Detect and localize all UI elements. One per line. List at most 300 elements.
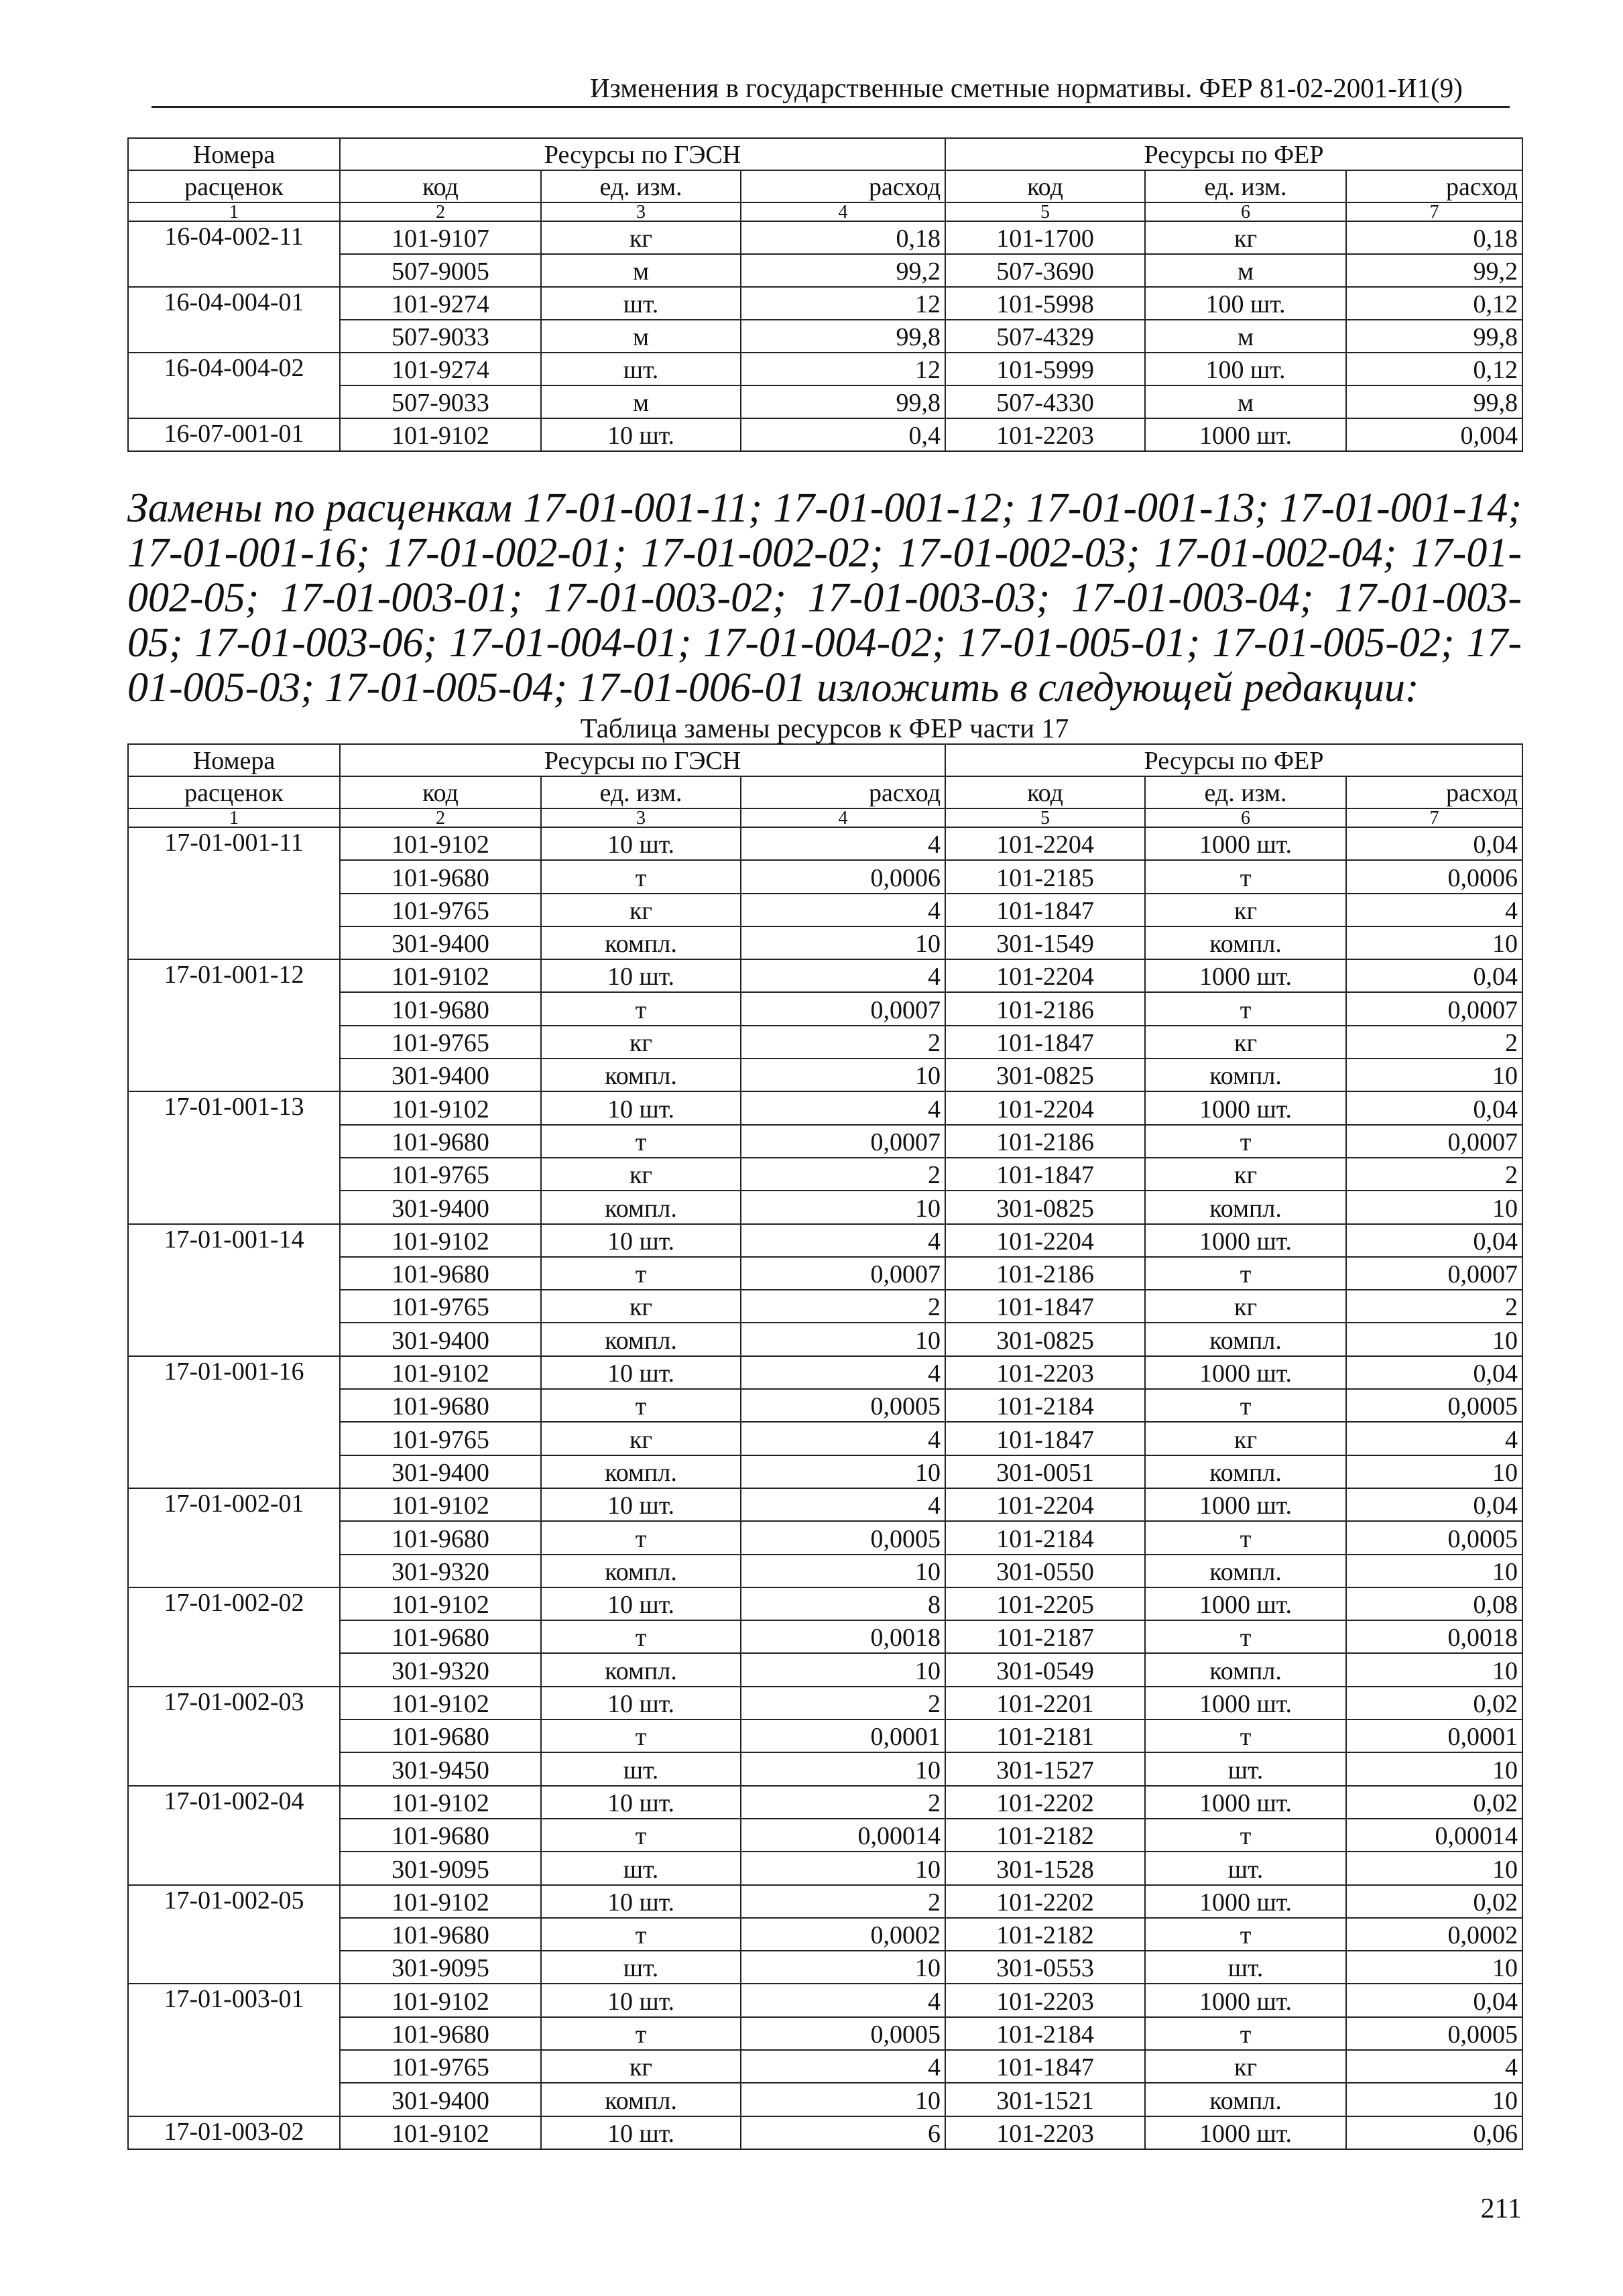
fer-code: 101-2182: [945, 1918, 1145, 1951]
fer-code: 101-2204: [945, 959, 1145, 992]
gesn-unit: шт.: [541, 353, 741, 385]
fer-unit: 100 шт.: [1145, 353, 1346, 385]
fer-amount: 4: [1346, 2050, 1522, 2083]
header-gesn: Ресурсы по ГЭСН: [340, 138, 945, 170]
gesn-amount: 2: [741, 1786, 945, 1819]
fer-unit: компл.: [1145, 1653, 1346, 1686]
gesn-amount: 12: [741, 287, 945, 320]
fer-amount: 0,04: [1346, 1356, 1522, 1389]
gesn-unit: кг: [541, 894, 741, 926]
fer-unit: 1000 шт.: [1145, 1356, 1346, 1389]
gesn-code: 301-9095: [340, 1852, 541, 1884]
fer-unit: т: [1145, 1719, 1346, 1752]
fer-amount: 2: [1346, 1290, 1522, 1323]
fer-amount: 0,0007: [1346, 992, 1522, 1025]
fer-code: 101-2184: [945, 1521, 1145, 1554]
fer-unit: 1000 шт.: [1145, 1687, 1346, 1719]
gesn-amount: 0,0005: [741, 1389, 945, 1422]
header-rate-label: Номера: [128, 138, 340, 170]
gesn-code: 101-9680: [340, 992, 541, 1025]
table-row: [128, 287, 1522, 320]
fer-unit: т: [1145, 860, 1346, 893]
gesn-amount: 10: [741, 1752, 945, 1785]
gesn-code: 101-9765: [340, 894, 541, 926]
fer-code: 101-2186: [945, 1125, 1145, 1158]
rate-number: 16-04-004-02: [128, 353, 340, 418]
gesn-amount: 4: [741, 1984, 945, 2016]
fer-amount: 0,004: [1346, 418, 1522, 451]
rate-number: 17-01-001-16: [128, 1356, 340, 1488]
fer-amount: 0,0007: [1346, 1257, 1522, 1290]
gesn-unit: т: [541, 1918, 741, 1951]
gesn-unit: компл.: [541, 1059, 741, 1091]
fer-code: 101-1700: [945, 221, 1145, 254]
fer-code: 507-4330: [945, 385, 1145, 418]
gesn-unit: т: [541, 1521, 741, 1554]
gesn-unit: 10 шт.: [541, 1687, 741, 1719]
gesn-code: 101-9765: [340, 1290, 541, 1323]
fer-amount: 0,12: [1346, 287, 1522, 320]
fer-amount: 0,0005: [1346, 1521, 1522, 1554]
fer-code: 301-0825: [945, 1323, 1145, 1355]
fer-amount: 0,0005: [1346, 1389, 1522, 1422]
fer-code: 507-3690: [945, 254, 1145, 287]
gesn-amount: 0,0007: [741, 992, 945, 1025]
gesn-amount: 8: [741, 1587, 945, 1620]
fer-amount: 2: [1346, 1026, 1522, 1059]
header-amount: расход: [1346, 170, 1522, 202]
gesn-code: 101-9102: [340, 1885, 541, 1918]
gesn-amount: 10: [741, 1455, 945, 1488]
table-body: [128, 221, 1522, 451]
fer-code: 101-2181: [945, 1719, 1145, 1752]
resource-table-part-17: [127, 743, 1523, 2150]
gesn-unit: компл.: [541, 2083, 741, 2116]
gesn-amount: 10: [741, 1555, 945, 1587]
gesn-unit: 10 шт.: [541, 959, 741, 992]
rate-number: 17-01-003-02: [128, 2116, 340, 2149]
gesn-unit: компл.: [541, 1455, 741, 1488]
gesn-unit: т: [541, 1257, 741, 1290]
fer-unit: компл.: [1145, 926, 1346, 959]
fer-amount: 10: [1346, 1752, 1522, 1785]
gesn-code: 101-9274: [340, 353, 541, 385]
fer-code: 101-2203: [945, 1356, 1145, 1389]
fer-amount: 2: [1346, 1158, 1522, 1191]
fer-code: 101-2204: [945, 1091, 1145, 1124]
header-unit: ед. изм.: [541, 170, 741, 202]
fer-code: 101-2185: [945, 860, 1145, 893]
rate-number: 17-01-002-05: [128, 1885, 340, 1984]
gesn-unit: шт.: [541, 1852, 741, 1884]
gesn-amount: 0,0006: [741, 860, 945, 893]
gesn-code: 101-9102: [340, 1786, 541, 1819]
gesn-amount: 10: [741, 1951, 945, 1984]
gesn-code: 101-9680: [340, 1819, 541, 1852]
gesn-amount: 0,0007: [741, 1257, 945, 1290]
gesn-code: 101-9765: [340, 1422, 541, 1455]
gesn-unit: кг: [541, 1158, 741, 1191]
table-row: [128, 827, 1522, 860]
gesn-unit: м: [541, 385, 741, 418]
fer-unit: м: [1145, 254, 1346, 287]
column-number: 4: [741, 202, 945, 221]
rate-number: 16-04-002-11: [128, 221, 340, 287]
fer-amount: 0,02: [1346, 1786, 1522, 1819]
gesn-unit: 10 шт.: [541, 418, 741, 451]
gesn-code: 101-9102: [340, 827, 541, 860]
gesn-amount: 99,8: [741, 385, 945, 418]
resource-table-part-16: [127, 137, 1523, 452]
fer-code: 101-2203: [945, 418, 1145, 451]
gesn-unit: 10 шт.: [541, 1885, 741, 1918]
gesn-code: 101-9765: [340, 1158, 541, 1191]
gesn-code: 101-9107: [340, 221, 541, 254]
gesn-code: 101-9102: [340, 418, 541, 451]
fer-unit: т: [1145, 1521, 1346, 1554]
rate-number: 17-01-001-11: [128, 827, 340, 959]
table-row: [128, 1587, 1522, 1620]
fer-code: 301-1549: [945, 926, 1145, 959]
fer-unit: шт.: [1145, 1852, 1346, 1884]
fer-code: 101-2184: [945, 1389, 1145, 1422]
table-row: [128, 1984, 1522, 2016]
gesn-amount: 0,4: [741, 418, 945, 451]
gesn-amount: 0,18: [741, 221, 945, 254]
gesn-amount: 4: [741, 1356, 945, 1389]
fer-code: 301-1528: [945, 1852, 1145, 1884]
column-number: 1: [128, 202, 340, 221]
gesn-code: 101-9680: [340, 1257, 541, 1290]
fer-amount: 10: [1346, 1852, 1522, 1884]
fer-unit: компл.: [1145, 1059, 1346, 1091]
gesn-unit: кг: [541, 2050, 741, 2083]
table-row: [128, 221, 1522, 254]
fer-unit: компл.: [1145, 1191, 1346, 1223]
fer-unit: м: [1145, 320, 1346, 353]
gesn-amount: 2: [741, 1687, 945, 1719]
table-row: [128, 1356, 1522, 1389]
fer-code: 101-1847: [945, 2050, 1145, 2083]
gesn-code: 101-9102: [340, 1984, 541, 2016]
fer-unit: кг: [1145, 2050, 1346, 2083]
fer-code: 301-1521: [945, 2083, 1145, 2116]
fer-code: 101-2203: [945, 1984, 1145, 2016]
gesn-unit: т: [541, 1125, 741, 1158]
fer-amount: 0,04: [1346, 1984, 1522, 2016]
fer-code: 101-2184: [945, 2017, 1145, 2050]
fer-code: 101-2182: [945, 1819, 1145, 1852]
fer-code: 301-0825: [945, 1191, 1145, 1223]
fer-unit: 1000 шт.: [1145, 1885, 1346, 1918]
gesn-code: 301-9400: [340, 1059, 541, 1091]
gesn-unit: кг: [541, 1290, 741, 1323]
fer-amount: 0,04: [1346, 827, 1522, 860]
header-unit: ед. изм.: [1145, 170, 1346, 202]
fer-code: 101-2187: [945, 1620, 1145, 1653]
fer-unit: 1000 шт.: [1145, 959, 1346, 992]
header-rate-label-2: расценок: [128, 170, 340, 202]
column-number: 4: [741, 808, 945, 827]
gesn-amount: 10: [741, 1191, 945, 1223]
gesn-code: 301-9400: [340, 1191, 541, 1223]
gesn-amount: 0,0005: [741, 1521, 945, 1554]
gesn-unit: 10 шт.: [541, 1224, 741, 1257]
gesn-code: 101-9680: [340, 1620, 541, 1653]
fer-code: 301-0553: [945, 1951, 1145, 1984]
rate-number: 17-01-001-14: [128, 1224, 340, 1356]
fer-amount: 10: [1346, 1555, 1522, 1587]
gesn-amount: 2: [741, 1026, 945, 1059]
gesn-amount: 10: [741, 926, 945, 959]
fer-code: 101-2186: [945, 992, 1145, 1025]
table-row: [128, 1091, 1522, 1124]
table-row: [128, 1687, 1522, 1719]
gesn-amount: 4: [741, 1091, 945, 1124]
fer-amount: 10: [1346, 926, 1522, 959]
fer-code: 101-2205: [945, 1587, 1145, 1620]
fer-unit: кг: [1145, 1026, 1346, 1059]
fer-amount: 10: [1346, 1951, 1522, 1984]
gesn-unit: компл.: [541, 926, 741, 959]
gesn-code: 301-9400: [340, 2083, 541, 2116]
rate-number: 17-01-002-02: [128, 1587, 340, 1687]
fer-amount: 0,0001: [1346, 1719, 1522, 1752]
gesn-unit: т: [541, 1620, 741, 1653]
fer-code: 101-2204: [945, 1224, 1145, 1257]
fer-unit: компл.: [1145, 2083, 1346, 2116]
fer-amount: 99,8: [1346, 385, 1522, 418]
gesn-code: 301-9095: [340, 1951, 541, 1984]
gesn-code: 301-9400: [340, 1455, 541, 1488]
fer-amount: 0,06: [1346, 2116, 1522, 2149]
fer-amount: 10: [1346, 1653, 1522, 1686]
gesn-amount: 2: [741, 1290, 945, 1323]
fer-unit: 1000 шт.: [1145, 1786, 1346, 1819]
fer-code: 101-1847: [945, 1422, 1145, 1455]
gesn-unit: шт.: [541, 1951, 741, 1984]
gesn-unit: 10 шт.: [541, 1786, 741, 1819]
gesn-code: 101-9102: [340, 1587, 541, 1620]
gesn-amount: 4: [741, 1488, 945, 1521]
gesn-code: 101-9102: [340, 959, 541, 992]
gesn-code: 101-9102: [340, 1224, 541, 1257]
gesn-unit: 10 шт.: [541, 1356, 741, 1389]
fer-unit: 1000 шт.: [1145, 2116, 1346, 2149]
fer-unit: кг: [1145, 1158, 1346, 1191]
fer-unit: 1000 шт.: [1145, 1488, 1346, 1521]
fer-amount: 0,12: [1346, 353, 1522, 385]
fer-code: 301-0549: [945, 1653, 1145, 1686]
fer-amount: 10: [1346, 1191, 1522, 1223]
fer-code: 101-2202: [945, 1885, 1145, 1918]
header-unit: ед. изм.: [1145, 776, 1346, 808]
header-rule: [152, 106, 1510, 108]
column-number: 5: [945, 808, 1145, 827]
column-number: 3: [541, 808, 741, 827]
fer-amount: 10: [1346, 2083, 1522, 2116]
fer-unit: 1000 шт.: [1145, 1224, 1346, 1257]
gesn-amount: 4: [741, 827, 945, 860]
fer-unit: шт.: [1145, 1951, 1346, 1984]
fer-amount: 0,04: [1346, 959, 1522, 992]
fer-code: 101-2203: [945, 2116, 1145, 2149]
fer-amount: 0,04: [1346, 1091, 1522, 1124]
fer-amount: 0,0007: [1346, 1125, 1522, 1158]
fer-code: 101-2202: [945, 1786, 1145, 1819]
gesn-amount: 99,2: [741, 254, 945, 287]
gesn-code: 301-9400: [340, 926, 541, 959]
rate-number: 17-01-002-04: [128, 1786, 340, 1885]
running-header: Изменения в государственные сметные нормативы. ФЕР 81-02-2001-И1(9): [590, 72, 1463, 103]
gesn-unit: шт.: [541, 287, 741, 320]
gesn-unit: кг: [541, 221, 741, 254]
gesn-code: 101-9102: [340, 1356, 541, 1389]
header-fer: Ресурсы по ФЕР: [945, 138, 1522, 170]
fer-code: 101-5998: [945, 287, 1145, 320]
gesn-code: 507-9005: [340, 254, 541, 287]
table-row: [128, 353, 1522, 385]
table-row: [128, 418, 1522, 451]
table-row: [128, 1786, 1522, 1819]
header-rate-label: Номера: [128, 744, 340, 776]
header-amount: расход: [741, 776, 945, 808]
rate-number: 17-01-002-01: [128, 1488, 340, 1587]
fer-amount: 0,0006: [1346, 860, 1522, 893]
page-number: 211: [1480, 2193, 1522, 2224]
fer-code: 301-1527: [945, 1752, 1145, 1785]
header-rate-label-2: расценок: [128, 776, 340, 808]
gesn-code: 507-9033: [340, 385, 541, 418]
column-number: 3: [541, 202, 741, 221]
column-number: 6: [1145, 202, 1346, 221]
header-unit: ед. изм.: [541, 776, 741, 808]
gesn-code: 101-9102: [340, 1488, 541, 1521]
header-code: код: [945, 170, 1145, 202]
header-code: код: [340, 776, 541, 808]
column-number: 7: [1346, 808, 1522, 827]
gesn-unit: 10 шт.: [541, 1488, 741, 1521]
fer-amount: 0,0018: [1346, 1620, 1522, 1653]
rate-number: 17-01-001-13: [128, 1091, 340, 1223]
gesn-code: 101-9680: [340, 2017, 541, 2050]
gesn-unit: т: [541, 860, 741, 893]
fer-unit: 1000 шт.: [1145, 1587, 1346, 1620]
fer-code: 301-0550: [945, 1555, 1145, 1587]
gesn-code: 301-9320: [340, 1555, 541, 1587]
fer-unit: т: [1145, 1620, 1346, 1653]
rate-number: 17-01-002-03: [128, 1687, 340, 1786]
gesn-amount: 0,0007: [741, 1125, 945, 1158]
fer-amount: 0,02: [1346, 1885, 1522, 1918]
gesn-amount: 10: [741, 1059, 945, 1091]
column-number: 7: [1346, 202, 1522, 221]
gesn-unit: т: [541, 1719, 741, 1752]
gesn-unit: 10 шт.: [541, 827, 741, 860]
table-body: [128, 827, 1522, 2149]
column-number: 6: [1145, 808, 1346, 827]
gesn-amount: 12: [741, 353, 945, 385]
gesn-amount: 6: [741, 2116, 945, 2149]
gesn-code: 101-9680: [340, 1125, 541, 1158]
gesn-unit: шт.: [541, 1752, 741, 1785]
header-amount: расход: [1346, 776, 1522, 808]
fer-unit: компл.: [1145, 1455, 1346, 1488]
fer-unit: кг: [1145, 894, 1346, 926]
gesn-amount: 2: [741, 1885, 945, 1918]
gesn-code: 101-9274: [340, 287, 541, 320]
gesn-code: 101-9680: [340, 1918, 541, 1951]
gesn-unit: т: [541, 992, 741, 1025]
gesn-amount: 0,00014: [741, 1819, 945, 1852]
fer-amount: 10: [1346, 1059, 1522, 1091]
gesn-code: 301-9450: [340, 1752, 541, 1785]
gesn-amount: 10: [741, 1852, 945, 1884]
fer-unit: компл.: [1145, 1323, 1346, 1355]
table-row: [128, 1488, 1522, 1521]
gesn-code: 101-9765: [340, 1026, 541, 1059]
gesn-amount: 4: [741, 959, 945, 992]
fer-code: 507-4329: [945, 320, 1145, 353]
gesn-unit: т: [541, 2017, 741, 2050]
gesn-unit: м: [541, 254, 741, 287]
header-amount: расход: [741, 170, 945, 202]
gesn-code: 301-9320: [340, 1653, 541, 1686]
gesn-unit: 10 шт.: [541, 1587, 741, 1620]
fer-unit: т: [1145, 1819, 1346, 1852]
fer-unit: т: [1145, 1125, 1346, 1158]
gesn-code: 101-9680: [340, 1719, 541, 1752]
gesn-code: 101-9102: [340, 1687, 541, 1719]
fer-code: 101-5999: [945, 353, 1145, 385]
rate-number: 17-01-003-01: [128, 1984, 340, 2116]
header-fer: Ресурсы по ФЕР: [945, 744, 1522, 776]
gesn-unit: кг: [541, 1422, 741, 1455]
fer-unit: кг: [1145, 1290, 1346, 1323]
gesn-amount: 4: [741, 2050, 945, 2083]
gesn-unit: 10 шт.: [541, 1091, 741, 1124]
fer-amount: 10: [1346, 1323, 1522, 1355]
column-number: 2: [340, 202, 541, 221]
fer-amount: 0,18: [1346, 221, 1522, 254]
fer-unit: 1000 шт.: [1145, 827, 1346, 860]
gesn-unit: кг: [541, 1026, 741, 1059]
gesn-amount: 2: [741, 1158, 945, 1191]
header-code: код: [945, 776, 1145, 808]
rate-number: 17-01-001-12: [128, 959, 340, 1091]
column-number: 2: [340, 808, 541, 827]
gesn-unit: компл.: [541, 1555, 741, 1587]
gesn-unit: т: [541, 1389, 741, 1422]
fer-unit: 1000 шт.: [1145, 1091, 1346, 1124]
fer-unit: т: [1145, 1918, 1346, 1951]
fer-unit: компл.: [1145, 1555, 1346, 1587]
rate-number: 16-04-004-01: [128, 287, 340, 353]
gesn-code: 101-9680: [340, 1521, 541, 1554]
fer-code: 101-2186: [945, 1257, 1145, 1290]
fer-code: 101-2204: [945, 827, 1145, 860]
fer-unit: т: [1145, 1389, 1346, 1422]
gesn-amount: 4: [741, 1224, 945, 1257]
gesn-code: 101-9680: [340, 860, 541, 893]
header-gesn: Ресурсы по ГЭСН: [340, 744, 945, 776]
rate-number: 16-07-001-01: [128, 418, 340, 451]
fer-unit: кг: [1145, 221, 1346, 254]
fer-unit: 1000 шт.: [1145, 1984, 1346, 2016]
column-number: 1: [128, 808, 340, 827]
fer-code: 301-0051: [945, 1455, 1145, 1488]
fer-unit: м: [1145, 385, 1346, 418]
